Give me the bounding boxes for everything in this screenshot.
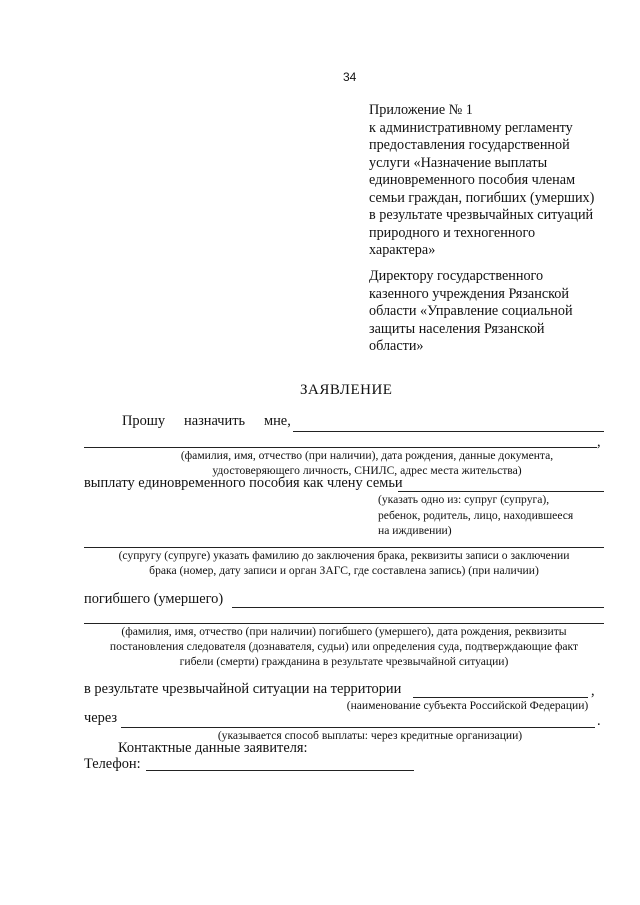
note-territory: (наименование субъекта Российской Федерации): [346, 699, 589, 712]
comma-2: ,: [591, 683, 595, 699]
request-word-3: мне,: [264, 413, 291, 429]
deceased-label: погибшего (умершего): [84, 591, 224, 607]
addressee-line: области «Управление социальной: [369, 303, 573, 319]
document-title: ЗАЯВЛЕНИЕ: [300, 382, 393, 398]
note-spouse-2: брака (номер, дату записи и орган ЗАГС, где составлена запись) (при наличии): [149, 564, 539, 577]
phone-fill-line[interactable]: [146, 770, 414, 771]
appendix-line: характера»: [369, 242, 436, 258]
appendix-line: Приложение № 1: [369, 102, 473, 118]
appendix-line: в результате чрезвычайных ситуаций: [369, 207, 594, 223]
note-relation-2: ребенок, родитель, лицо, находившееся: [378, 509, 574, 522]
note-via: (указывается способ выплаты: через кредитные организации): [217, 729, 523, 742]
addressee-line: Директору государственного: [369, 268, 544, 284]
appendix-line: семьи граждан, погибших (умерших): [369, 189, 595, 206]
note-deceased-1: (фамилия, имя, отчество (при наличии) погибшего (умершего), дата рождения, реквизиты: [121, 625, 567, 638]
note-deceased-2: постановления следователя (дознавателя, судьи) или определения суда, подтверждающие факт: [109, 640, 579, 653]
contacts-label: Контактные данные заявителя:: [118, 740, 308, 756]
payment-label: выплату единовременного пособия как члену семьи: [84, 475, 403, 491]
note-spouse-1: (супругу (супруге) указать фамилию до заключения брака, реквизиты записи о заключении: [118, 549, 570, 562]
deceased-fill-line[interactable]: [232, 607, 604, 608]
phone-label: Телефон:: [84, 756, 141, 772]
note-deceased-3: гибели (смерти) гражданина в результате чрезвычайной ситуации): [179, 655, 509, 668]
appendix-line: предоставления государственной: [369, 137, 570, 153]
addressee-line: казенного учреждения Рязанской: [369, 285, 569, 302]
via-label: через: [84, 710, 118, 726]
note-applicant-2: удостоверяющего личность, СНИЛС, адрес места жительства): [212, 464, 522, 477]
addressee-block: [369, 268, 573, 356]
note-applicant-1: (фамилия, имя, отчество (при наличии), дата рождения, данные документа,: [180, 449, 554, 462]
territory-label: в результате чрезвычайной ситуации на территории: [84, 681, 402, 697]
page-number: 34: [343, 70, 357, 84]
comma-1: ,: [597, 434, 601, 450]
request-fill-line[interactable]: [293, 431, 604, 432]
addressee-line: области»: [369, 338, 424, 354]
appendix-block: [369, 102, 594, 260]
appendix-line: единовременного пособия членам: [369, 172, 576, 188]
request-word-1: Прошу: [122, 413, 166, 429]
appendix-line: природного и техногенного: [369, 224, 536, 241]
note-relation-3: на иждивении): [378, 524, 452, 537]
addressee-line: защиты населения Рязанской: [369, 320, 545, 337]
note-relation-1: (указать одно из: супруг (супруга),: [378, 493, 550, 506]
request-word-2: назначить: [184, 413, 246, 429]
period: .: [597, 713, 601, 729]
appendix-line: к административному регламенту: [369, 119, 573, 136]
appendix-line: услуги «Назначение выплаты: [369, 154, 548, 171]
